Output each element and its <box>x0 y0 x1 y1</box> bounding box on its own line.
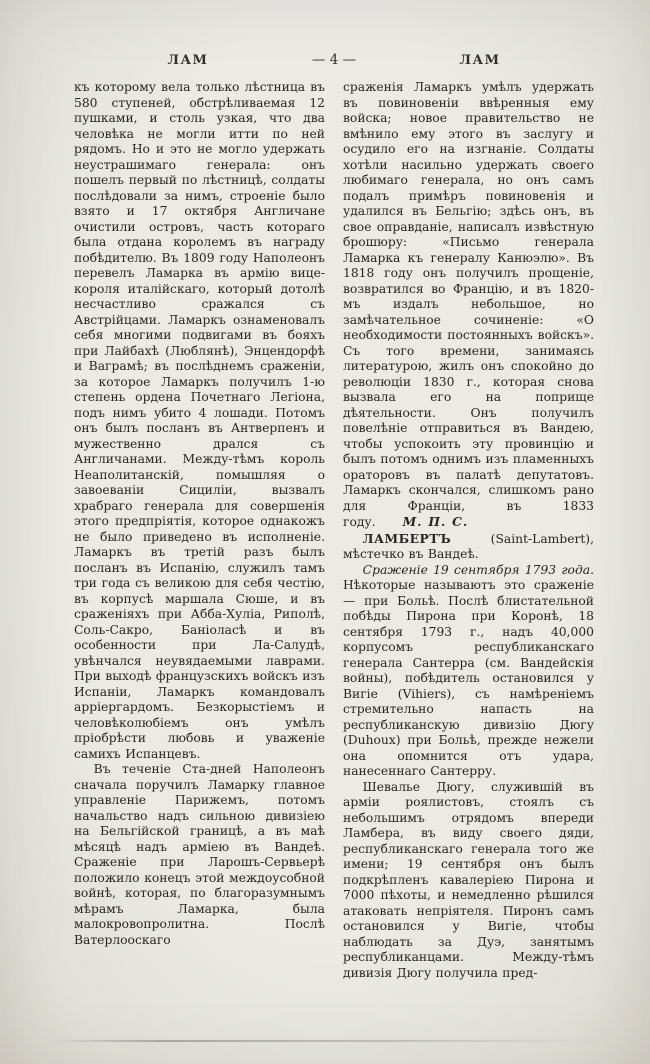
entry-lambert <box>343 531 594 563</box>
right-column <box>343 80 594 981</box>
running-title-right: ЛАМ <box>459 53 501 68</box>
paragraph-text: Нѣкоторые называютъ это сраженіе — при Больѣ. Послѣ блистательной побѣды Пирона при Коронѣ, 18 сентября 1793 г., надъ 40,000 корпусомъ республиканскаго генерала Сантерра (см. Вандейскія войны), побѣдитель остановился у Вигіе (Vihiers), съ намѣреніемъ стремительно напасть на республиканскую дивизію Дюгу (Duhoux) при Больѣ, прежде нежели она опомнится отъ удара, нанесеннаго Сантерру. <box>343 578 594 778</box>
paragraph-text: сраженія Ламаркъ умѣлъ удержать въ повиновеніи ввѣренныя ему войска; новое правительство не вмѣнило ему этого въ заслугу и осудило его на изгнаніе. Солдаты хотѣли насильно удержать своего любимаго генерала, но онъ самъ подалъ примѣръ повиновенія и удалился въ Бельгію; здѣсь онъ, въ свое оправданіе, написалъ извѣстную брошюру: «Письмо генерала Ламарка къ генералу Канюэлю». Въ 1818 году онъ получилъ прощеніе, возвратился во Францію, и въ 1820-мъ издалъ небольшое, но замѣчательное сочиненіе: «О необходимости постоянныхъ войскъ». Съ того времени, занимаясь литературою, жилъ онъ спокойно до революціи 1830 г., которая снова вызвала его на поприще дѣятельности. Онъ получилъ повелѣніе отправиться въ Вандею, чтобы успокоить эту провинцію и былъ потомъ однимъ изъ пламенныхъ ораторовъ въ палатѣ депутатовъ. Ламаркъ скончался, слишкомъ рано для Франціи, въ 1833 году. <box>343 80 594 529</box>
entry-text: (Saint-Lambert), мѣстечко въ Вандеѣ. <box>343 531 594 561</box>
running-title-left: ЛАМ <box>167 53 209 68</box>
paragraph-battle-1793 <box>343 563 594 780</box>
text-columns <box>74 80 594 981</box>
paragraph-lamarque-end <box>343 80 594 531</box>
battle-heading: Сраженіе 19 сентября 1793 года. <box>362 562 594 577</box>
left-column <box>74 80 325 981</box>
paragraph-lamarque-continued: къ которому вела только лѣстница въ 580 ступеней, обстрѣливаемая 12 пушками, и столь узкая, что два человѣка не могли итти по ней рядомъ. Но и это не могло удержать неустрашимаго генерала: онъ пошелъ первый по лѣстницѣ, солдаты послѣдовали за нимъ, строеніе было взято и 17 октября Англичане очистили островъ, часть котораго была отдана королемъ въ награду побѣдителю. Въ 1809 году Наполеонъ перевелъ Ламарка въ армію вице-короля италійскаго, который дотолѣ несчастливо сражался съ Австрійцами. Ламаркъ ознаменовалъ себя многими подвигами въ бояхъ при Лайбахѣ (Люблянѣ), Энцендорфѣ и Ваграмѣ; въ послѣднемъ сраженіи, за которое Ламаркъ получилъ 1-ю степень ордена Почетнаго Легіона, подъ нимъ убито 4 лошади. Потомъ онъ былъ посланъ въ Антверпенъ и мужественно дрался съ Англичанами. Между-тѣмъ король Неаполитанскій, помышляя о завоеваніи Сициліи, вызвалъ храбраго генерала для совершенія этого предпріятія, которое однакожъ не было приведено въ исполненіе. Ламаркъ въ третій разъ былъ посланъ въ Испанію, служилъ тамъ три года съ великою для себя честію, въ корпусѣ маршала Сюше, и въ сраженіяхъ при Абба-Хуліа, Риполѣ, Соль-Сакро, Баніоласѣ и въ особенности при Ла-Салудѣ, увѣнчался неувядаемыми лаврами. При выходѣ французскихъ войскъ изъ Испаніи, Ламаркъ командовалъ арріергардомъ. Безкорыстіемъ и человѣколюбіемъ онъ умѣлъ пріобрѣсти любовь и уваженіе самихъ Испанцевъ. <box>74 80 325 761</box>
scan-artifact <box>48 1040 602 1042</box>
paragraph-hundred-days: Въ теченіе Ста-дней Наполеонъ сначала поручилъ Ламарку главное управленіе Парижемъ, потомъ начальство надъ сильною дивизіею на Бельгійской границѣ, а въ маѣ мѣсяцѣ надъ арміею въ Вандеѣ. Сраженіе при Ларошъ-Сервьерѣ положило конецъ этой междоусобной войнѣ, которая, по благоразумнымъ мѣрамъ Ламарка, была малокровопролитна. Послѣ Ватерлооскаго <box>74 762 325 947</box>
entry-headword: ЛАМБЕРТЪ <box>362 530 452 546</box>
paragraph-chevalier-duhoux: Шевалье Дюгу, служившій въ арміи роялистовъ, стоялъ съ небольшимъ отрядомъ впереди Ламбера, въ виду своего дяди, республиканскаго генерала того же имени; 19 сентября онъ былъ подкрѣпленъ кавалеріею Пирона и 7000 пѣхоты, и немедленно рѣшился атаковать непріятеля. Пиронъ самъ остановился у Вигіе, чтобы наблюдать за Дуэ, занятымъ республиканцами. Между-тѣмъ дивизія Дюгу получила пред- <box>343 779 594 980</box>
author-signature: М. П. С. <box>402 514 469 529</box>
page-header <box>74 52 594 68</box>
page-number: — 4 — <box>311 52 357 68</box>
